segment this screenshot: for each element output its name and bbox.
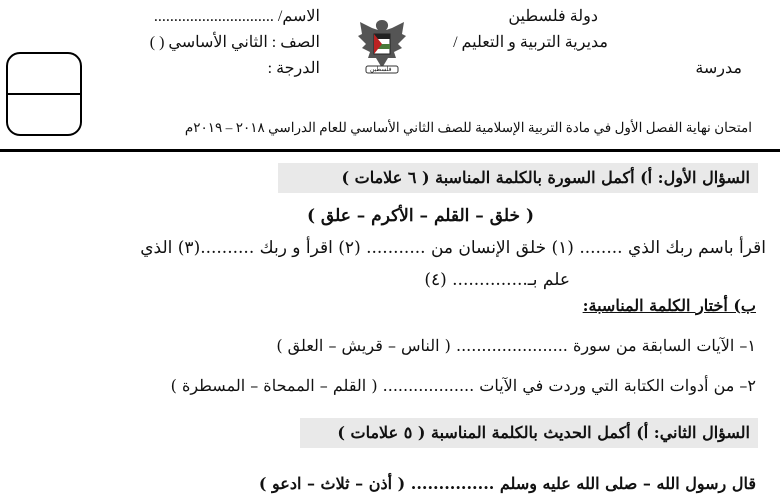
class-field[interactable]: الصف : الثاني الأساسي ( ) bbox=[149, 34, 320, 51]
country-label: دولة فلسطين bbox=[508, 8, 598, 25]
grade-box-divider bbox=[8, 93, 80, 95]
q1-title: السؤال الأول: أ) أكمل السورة بالكلمة المناسبة ( ٦ علامات ) bbox=[341, 168, 750, 187]
q1-part-b-title: ب) أختار الكلمة المناسبة: bbox=[582, 296, 756, 315]
q2-title: السؤال الثاني: أ) أكمل الحديث بالكلمة المناسبة ( ٥ علامات ) bbox=[337, 423, 750, 442]
q1-word-bank: ( خلق – القلم – الأكرم – علق ) bbox=[306, 206, 534, 226]
grade-label: الدرجة : bbox=[267, 60, 320, 77]
directorate-label: مديرية التربية و التعليم / bbox=[453, 34, 608, 51]
q1-item-1: ١– الآيات السابقة من سورة ...................... ( الناس – قريش – العلق ) bbox=[276, 336, 756, 355]
emblem-caption: فلسطين bbox=[370, 66, 392, 73]
q2-line-1: قال رسول الله – صلى الله عليه وسلم ............... ( أذن – ثلاث – ادعو ) bbox=[258, 474, 756, 493]
palestine-emblem-icon bbox=[354, 14, 410, 78]
exam-title: امتحان نهاية الفصل الأول في مادة التربية الإسلامية للصف الثاني الأساسي للعام الدراسي ٢٠١٨ – ٢٠١٩م bbox=[184, 120, 752, 135]
student-name-field[interactable]: الاسم/ .............................. bbox=[153, 8, 320, 25]
q1-line-1: اقرأ باسم ربك الذي ........ (١) خلق الإنسان من ........... (٢) اقرأ و ربك ..........(٣) الذي bbox=[140, 238, 766, 258]
grade-box[interactable] bbox=[6, 52, 82, 136]
school-label: مدرسة bbox=[695, 60, 742, 77]
q1-item-2: ٢– من أدوات الكتابة التي وردت في الآيات .................. ( القلم – الممحاة – المسطرة ) bbox=[170, 376, 756, 395]
q1-line-2: علم بـ.............. (٤) bbox=[424, 270, 570, 290]
header-divider bbox=[0, 149, 780, 152]
